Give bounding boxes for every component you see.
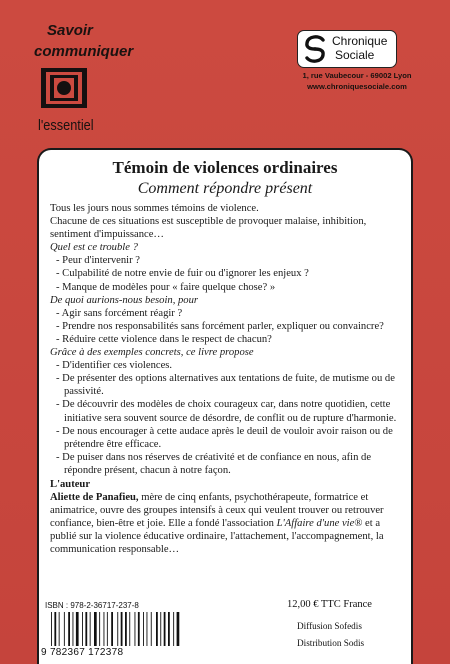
list-item: - Peur d'intervenir ? xyxy=(56,255,140,267)
publisher-name xyxy=(332,34,394,62)
diffusion: Diffusion Sofedis xyxy=(297,621,362,631)
publisher-website: www.chroniquesociale.com xyxy=(307,82,407,91)
author-bio xyxy=(50,491,402,556)
series-name: l'essentiel xyxy=(38,117,94,134)
series-line-2: communiquer xyxy=(34,43,134,60)
list-item: - Prendre nos responsabilités sans forcément parler, expliquer ou convaincre? xyxy=(56,320,384,332)
isbn: ISBN : 978-2-36717-237-8 xyxy=(45,601,139,610)
publisher-name-line-2: Sociale xyxy=(335,48,375,62)
publisher-address xyxy=(287,70,427,92)
list-item: - D'identifier ces violences. xyxy=(56,360,173,372)
author-association: L'Affaire d'une vie xyxy=(276,518,355,530)
blurb-panel xyxy=(37,148,413,601)
blurb-text xyxy=(50,202,402,557)
barcode-digits: 9 782367 172378 xyxy=(41,647,124,658)
author-name: Aliette de Panafieu, xyxy=(50,492,139,504)
footer xyxy=(37,599,413,664)
list-item: - De présenter des options alternatives aux tentations de fuite, de mutisme ou de passivité. xyxy=(56,373,395,398)
list-item: - Culpabilité de notre envie de fuir ou d'ignorer les enjeux ? xyxy=(56,268,309,280)
author-heading: L'auteur xyxy=(50,478,91,490)
intro-1: Tous les jours nous sommes témoins de violence. xyxy=(50,203,259,214)
list-item: - Réduire cette violence dans le respect de chacun? xyxy=(56,333,272,345)
question-1: Quel est ce trouble ? xyxy=(50,242,138,254)
intro-2: Chacune de ces situations est susceptible de provoquer malaise, inhibition, sentiment d'impuissance… xyxy=(50,216,367,241)
question-3: Grâce à des exemples concrets, ce livre propose xyxy=(50,347,254,359)
distribution: Distribution Sodis xyxy=(297,638,365,648)
list-item: - De découvrir des modèles de choix courageux car, dans notre quotidien, cette initiative sera souvent source de désordre, de conflit ou de rupture d'harmonie. xyxy=(56,399,397,424)
list-item: - Agir sans forcément réagir ? xyxy=(56,307,183,319)
list-item: - De puiser dans nos réserves de créativité et de confiance en nous, afin de répondre présent, chacun à notre façon. xyxy=(56,451,372,476)
publisher-street: 1, rue Vaubecour - 69002 Lyon xyxy=(302,71,412,80)
series-line-1: Savoir xyxy=(47,22,93,39)
question-2: De quoi aurions-nous besoin, pour xyxy=(50,294,199,306)
author-bio-part-2: ® et a publié sur la violence éducative ordinaire, l'attachement, l'accompagnement, la communication responsable… xyxy=(50,518,384,556)
book-subtitle: Comment répondre présent xyxy=(137,180,313,197)
list-item: - Manque de modèles pour « faire quelque chose? » xyxy=(56,281,276,293)
author-bio-part-1: mère de cinq enfants, psychothérapeute, formatrice et animatrice, ouvre des groupes intensifs à ceux qui veulent trouver ou retrouver confiance, bien-être et joie. Elle a fondé l'association xyxy=(50,492,384,530)
publisher-name-line-1: Chronique xyxy=(332,34,388,48)
price: 12,00 € TTC France xyxy=(287,599,372,610)
publisher-logo-box xyxy=(297,30,397,68)
list-item: - De nous encourager à cette audace après le deuil de vouloir avoir raison ou de prétendre être efficace. xyxy=(56,425,393,450)
series-logo-icon xyxy=(41,68,87,108)
chronique-sociale-logo-icon xyxy=(303,34,327,64)
book-title: Témoin de violences ordinaires xyxy=(112,158,338,177)
